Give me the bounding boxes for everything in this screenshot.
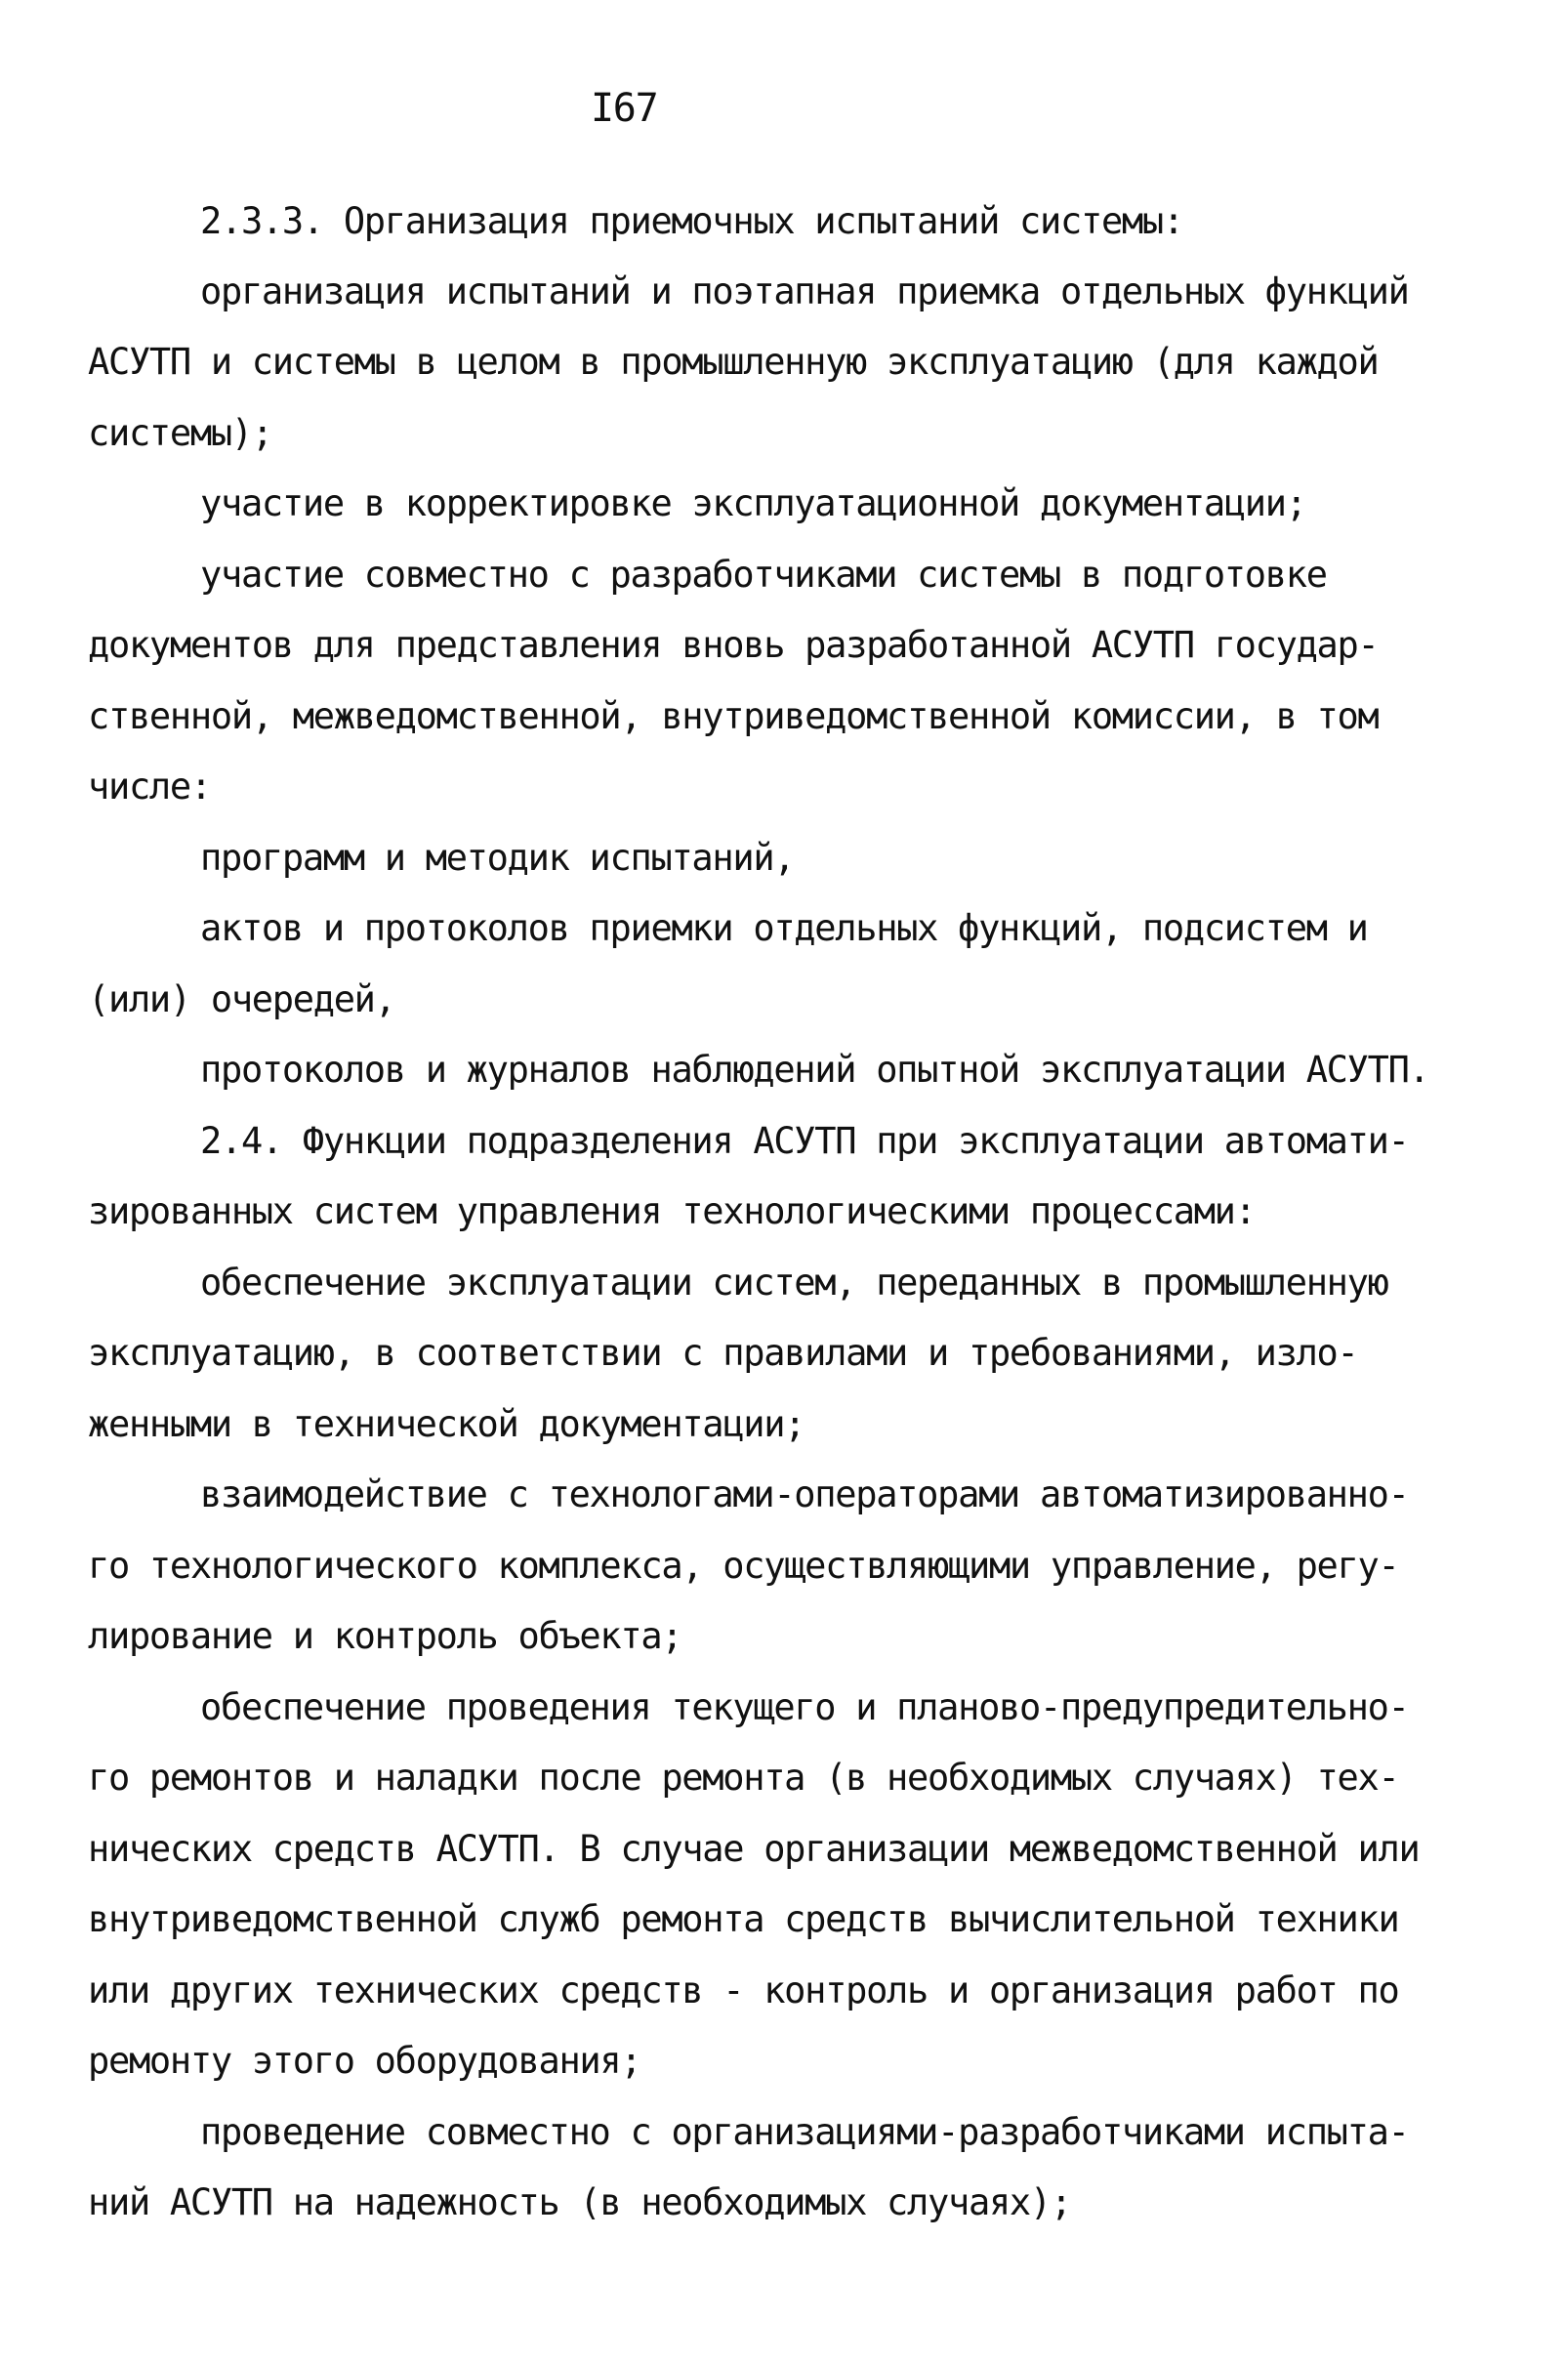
text-line: женными в технической документации; [88, 1403, 805, 1445]
text-line: организация испытаний и поэтапная приемка отдельных функций [200, 270, 1409, 312]
text-line: или других технических средств - контроль и организация работ по [88, 1969, 1399, 2011]
text-line: го ремонтов и наладки после ремонта (в необходимых случаях) тех- [88, 1757, 1399, 1799]
text-line: 2.4. Функции подразделения АСУТП при эксплуатации автомати- [200, 1120, 1409, 1162]
text-line: актов и протоколов приемки отдельных функций, подсистем и [200, 907, 1368, 949]
text-line: проведение совместно с организациями-разработчиками испыта- [200, 2111, 1409, 2153]
text-line: ственной, межведомственной, внутриведомственной комиссии, в том [88, 695, 1379, 737]
text-line: нических средств АСУТП. В случае организации межведомственной или [88, 1828, 1420, 1870]
text-line: ремонту этого оборудования; [88, 2040, 641, 2082]
text-line: внутриведомственной служб ремонта средств вычислительной техники [88, 1898, 1399, 1940]
text-line: документов для представления вновь разработанной АСУТП государ- [88, 624, 1379, 666]
text-line: обеспечение проведения текущего и планово-предупредительно- [200, 1686, 1409, 1728]
text-line: протоколов и журналов наблюдений опытной эксплуатации АСУТП. [200, 1049, 1429, 1091]
text-line: зированных систем управления технологическими процессами: [88, 1190, 1256, 1232]
text-line: взаимодействие с технологами-операторами автоматизированно- [200, 1473, 1409, 1515]
text-line: ний АСУТП на надежность (в необходимых случаях); [88, 2181, 1071, 2223]
text-line: участие совместно с разработчиками системы в подготовке [200, 554, 1327, 596]
text-line: участие в корректировке эксплуатационной документации; [200, 482, 1306, 524]
text-line: го технологического комплекса, осуществляющими управление, регу- [88, 1545, 1399, 1587]
text-line: (или) очередей, [88, 978, 395, 1020]
text-line: обеспечение эксплуатации систем, переданных в промышленную [200, 1262, 1388, 1304]
text-line: 2.3.3. Организация приемочных испытаний системы: [200, 200, 1183, 242]
text-line: числе: [88, 766, 211, 808]
text-line: программ и методик испытаний, [200, 837, 795, 879]
text-line: эксплуатацию, в соответствии с правилами и требованиями, изло- [88, 1332, 1358, 1374]
text-line: лирование и контроль объекта; [88, 1615, 682, 1657]
page-number: I67 [591, 86, 658, 131]
text-line: АСУТП и системы в целом в промышленную эксплуатацию (для каждой [88, 341, 1379, 383]
text-line: системы); [88, 412, 272, 454]
